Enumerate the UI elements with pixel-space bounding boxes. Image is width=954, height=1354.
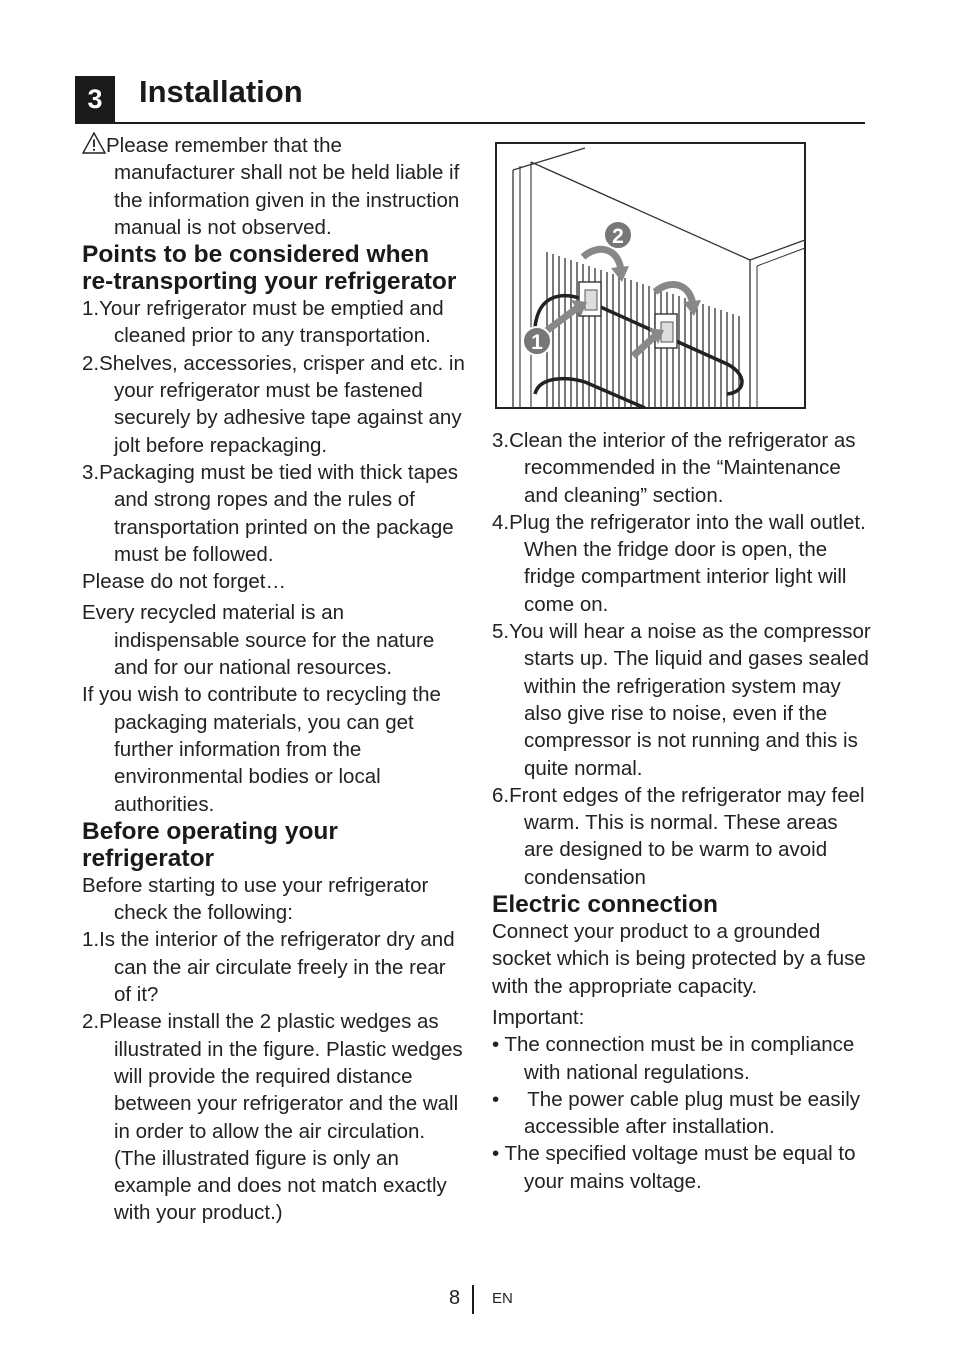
wedge-installation-figure xyxy=(495,142,806,409)
warning-paragraph xyxy=(82,132,467,241)
figure-label-1: 1 xyxy=(531,331,543,354)
figure-label-2: 2 xyxy=(612,225,624,248)
before-item-1: 1.Is the interior of the refrigerator dry and can the air circulate freely in the rear of it? xyxy=(82,928,455,1007)
warning-icon xyxy=(82,132,106,154)
bullet-item: • The power cable plug must be easily accessible after installation. xyxy=(492,1087,866,1139)
before-intro: Before starting to use your refrigerator check the following: xyxy=(82,873,429,925)
step-item-3: 3.Clean the interior of the refrigerator as recommended in the “Maintenance and cleaning” section. xyxy=(492,429,856,507)
electric-connection-heading: Electric connection xyxy=(492,891,719,919)
before-operating-heading: Before operating your refrigerator xyxy=(82,817,338,872)
page-title: Installation xyxy=(139,74,303,109)
right-column xyxy=(492,427,872,1195)
language-code: EN xyxy=(492,1290,513,1307)
transport-item-3: 3.Packaging must be tied with thick tapes and strong ropes and the rules of transportation printed on the package must be followed. xyxy=(82,460,459,566)
header-rule xyxy=(75,122,865,124)
section-number-badge: 3 xyxy=(75,76,115,122)
left-column xyxy=(82,132,467,1227)
electric-connection-text: Connect your product to a grounded socket which is being protected by a fuse with the appropriate capacity. xyxy=(492,920,866,998)
transport-item-2: 2.Shelves, accessories, crisper and etc. in your refrigerator must be fastened securely by adhesive tape against any jolt before repackaging. xyxy=(82,351,465,457)
forget-text: Please do not forget… xyxy=(82,570,286,594)
transport-heading: Points to be considered when re-transporting your refrigerator xyxy=(82,241,457,296)
warning-text: Please remember that the manufacturer shall not be held liable if the information given in the instruction manual is not observed. xyxy=(106,134,460,239)
footer-divider xyxy=(472,1285,474,1314)
recycle-paragraph-2: If you wish to contribute to recycling the packaging materials, you can get further information from the environmental bodies or local authorities. xyxy=(82,683,441,816)
bullet-item: • The specified voltage must be equal to your mains voltage. xyxy=(492,1142,856,1193)
step-item-4: 4.Plug the refrigerator into the wall outlet. When the fridge door is open, the fridge compartment interior light will come on. xyxy=(492,510,866,616)
page-number: 8 xyxy=(449,1287,461,1309)
transport-item-1: 1.Your refrigerator must be emptied and cleaned prior to any transportation. xyxy=(82,297,444,348)
bullet-item: • The connection must be in compliance with national regulations. xyxy=(492,1033,855,1084)
recycle-paragraph-1: Every recycled material is an indispensable source for the nature and for our national resources. xyxy=(82,601,435,680)
important-label: Important: xyxy=(492,1005,585,1029)
before-item-2: 2.Please install the 2 plastic wedges as illustrated in the figure. Plastic wedges will provide the required distance between your refrigerator and the wall in order to allow the air circulation. (The illustrated figure is only an example and does not match exactly with your product.) xyxy=(82,1010,463,1225)
step-item-5: 5.You will hear a noise as the compressor starts up. The liquid and gases sealed within the refrigeration system may also give rise to noise, even if the compressor is not running and this is quite normal. xyxy=(492,620,871,780)
step-item-6: 6.Front edges of the refrigerator may feel warm. This is normal. These areas are designed to be warm to avoid condensation xyxy=(492,783,865,889)
